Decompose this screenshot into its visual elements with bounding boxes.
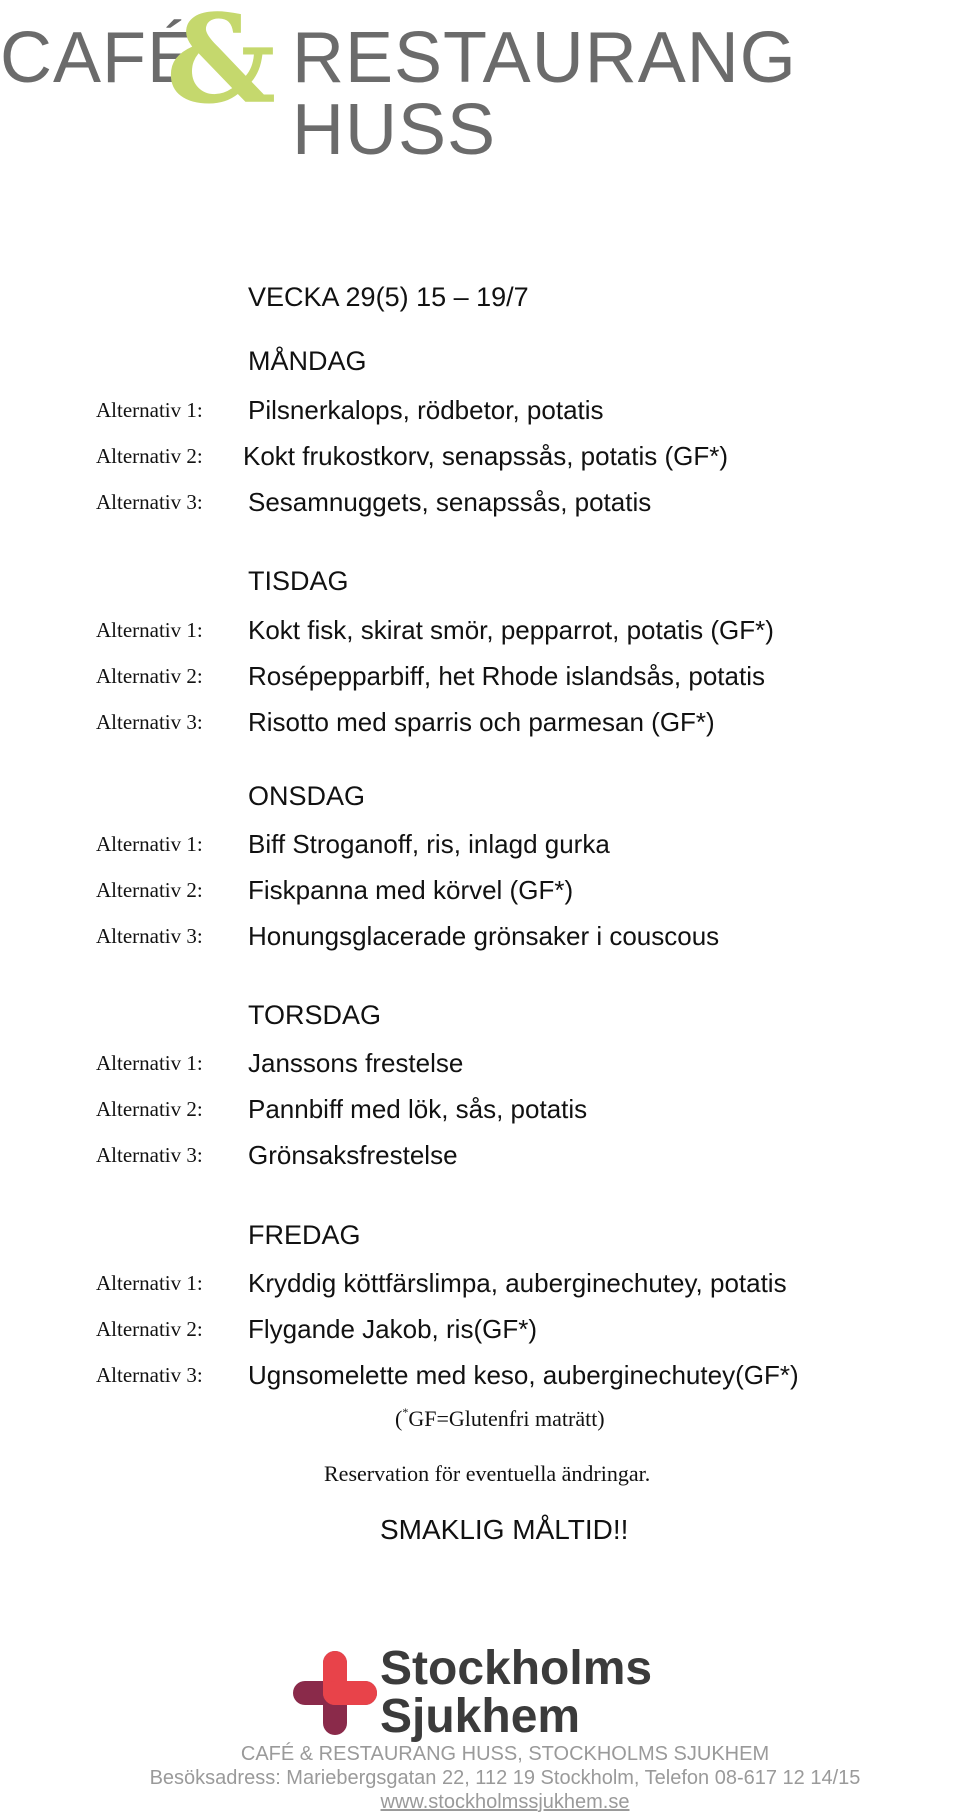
stockholms-sjukhem-cross-icon xyxy=(287,1645,383,1741)
dish-name: Kokt fisk, skirat smör, pepparrot, potatis (GF*) xyxy=(248,615,774,645)
alt-label: Alternativ 2: xyxy=(96,664,203,688)
sponsor-name-line1: Stockholms xyxy=(380,1642,653,1695)
alt-label: Alternativ 1: xyxy=(96,398,203,422)
gf-note-star: * xyxy=(402,1405,409,1419)
sponsor-name-line2: Sjukhem xyxy=(380,1690,581,1743)
dish-name: Flygande Jakob, ris(GF*) xyxy=(248,1314,537,1344)
closing-greeting: SMAKLIG MÅLTID!! xyxy=(380,1514,629,1545)
reservation-note: Reservation för eventuella ändringar. xyxy=(324,1461,651,1486)
alt-label: Alternativ 1: xyxy=(96,1051,203,1075)
alt-label: Alternativ 3: xyxy=(96,924,203,948)
dish-name: Risotto med sparris och parmesan (GF*) xyxy=(248,707,715,737)
dish-name: Pannbiff med lök, sås, potatis xyxy=(248,1094,588,1124)
dish-name: Ugnsomelette med keso, auberginechutey(GF*) xyxy=(248,1360,799,1390)
gf-note-open: ( xyxy=(395,1406,403,1431)
dish-name: Pilsnerkalops, rödbetor, potatis xyxy=(248,395,604,425)
gf-note-text: GF=Glutenfri maträtt) xyxy=(408,1406,605,1431)
day-title-thursday: TORSDAG xyxy=(248,1000,382,1030)
dish-name: Fiskpanna med körvel (GF*) xyxy=(248,875,574,905)
dish-name: Kryddig köttfärslimpa, auberginechutey, potatis xyxy=(248,1268,787,1298)
dish-name: Honungsglacerade grönsaker i couscous xyxy=(248,921,720,951)
gluten-free-note xyxy=(395,1405,605,1432)
alt-label: Alternativ 2: xyxy=(96,878,203,902)
restaurant-header xyxy=(0,0,960,170)
alt-label: Alternativ 2: xyxy=(96,1097,203,1121)
alt-label: Alternativ 3: xyxy=(96,1363,203,1387)
brand-restaurang-text: RESTAURANG HUSS xyxy=(292,18,797,170)
alt-label: Alternativ 3: xyxy=(96,1143,203,1167)
brand-cafe-text: CAFÉ xyxy=(0,18,197,98)
alt-label: Alternativ 3: xyxy=(96,710,203,734)
dish-name: Janssons frestelse xyxy=(248,1048,464,1078)
day-title-tuesday: TISDAG xyxy=(248,566,349,596)
week-title: VECKA 29(5) 15 – 19/7 xyxy=(248,282,529,312)
alt-label: Alternativ 2: xyxy=(96,1317,203,1341)
footer-address: Besöksadress: Mariebergsgatan 22, 112 19 Stockholm, Telefon 08-617 12 14/15 xyxy=(149,1767,861,1789)
day-title-friday: FREDAG xyxy=(248,1220,361,1250)
dish-name: Biff Stroganoff, ris, inlagd gurka xyxy=(248,829,610,859)
day-title-wednesday: ONSDAG xyxy=(248,781,366,811)
dish-name: Grönsaksfrestelse xyxy=(248,1140,458,1170)
alt-label: Alternativ 3: xyxy=(96,490,203,514)
dish-name: Kokt frukostkorv, senapssås, potatis (GF*) xyxy=(243,441,729,471)
alt-label: Alternativ 1: xyxy=(96,618,203,642)
day-title-monday: MÅNDAG xyxy=(248,346,367,376)
dish-name: Rosépepparbiff, het Rhode islandsås, potatis xyxy=(248,661,765,691)
footer-title: CAFÉ & RESTAURANG HUSS, STOCKHOLMS SJUKHEM xyxy=(240,1743,770,1765)
ampersand-logo: & xyxy=(166,0,277,131)
alt-label: Alternativ 1: xyxy=(96,1271,203,1295)
alt-label: Alternativ 2: xyxy=(96,444,203,468)
website-link[interactable]: www.stockholmssjukhem.se xyxy=(380,1791,630,1813)
dish-name: Sesamnuggets, senapssås, potatis xyxy=(248,487,652,517)
alt-label: Alternativ 1: xyxy=(96,832,203,856)
